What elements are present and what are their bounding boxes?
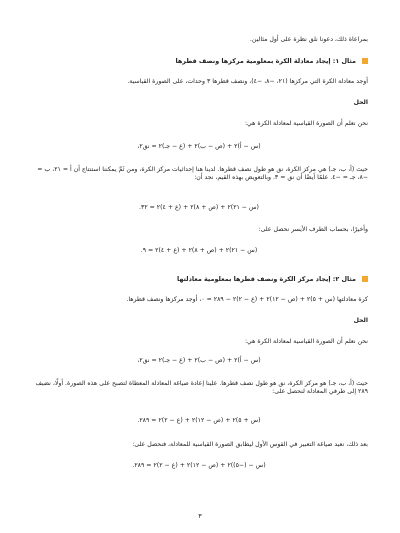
- example1-equation3: (س − ٢١)٢ + (ص + ٨)٢ + (ع + ٤)٢ = ٩.: [140, 247, 258, 254]
- example2-heading: [30, 275, 368, 283]
- example1-title: مثال ١: إيجاد معادلة الكرة بمعلومية مركزها ونصف قطرها: [175, 57, 356, 65]
- example2-equation3: (س − (−٥))٢ + (ص − ١٢)٢ + (ع − ٢)٢ = ٢٨٩.: [132, 462, 266, 469]
- intro-text: بمراعاة ذلك، دعونا نلق نظرة على أول مثالين.: [249, 36, 368, 43]
- example1-step2: حيث (أ، ب، جـ) هي مركز الكرة، نق هو طول نصف قطرها. لدينا هنا إحداثيات مركز الكرة، ومن ثَمَّ يمكننا استنتاج أن أ = ٢١، ب = −٨، جـ = −٤. علمًا أيضًا أن نق = ٣. وبالتعويض بهذه القيم، نجد أن:: [37, 166, 368, 182]
- example2-step3: بعد ذلك، نعيد صياغة التعبير في القوس الأول ليطابق الصورة القياسية للمعادلة، فنحصل على:: [132, 441, 368, 448]
- example1-solution-heading: الحل: [353, 99, 368, 106]
- example1-step3: وأخيرًا، بحساب الطرف الأيسر نحصل على:: [258, 226, 368, 233]
- example2-equation2: (س + ٥)٢ + (ص − ١٢)٢ + (ع − ٢)٢ = ٢٨٩.: [137, 417, 261, 424]
- example1-question: أوجد معادلة الكرة التي مركزها (٢١، −٨، −٤)، ونصف قطرها ٣ وحدات، على الصورة القياسية.: [127, 78, 368, 85]
- example-marker-icon: [362, 58, 368, 64]
- example1-heading: [30, 57, 368, 65]
- example2-step1: نحن نعلم أن الصورة القياسية لمعادلة الكرة هي:: [244, 338, 368, 345]
- example1-equation2: (س − ٢١)٢ + (ص + ٨)٢ + (ع + ٤)٢ = ٣٢.: [139, 204, 259, 211]
- example2-question: كرة معادلتها (س + ٥)٢ + (ص − ١٢)٢ + (ع − ٢)٢ − ٢٨٩ = ٠، أوجد مركزها ونصف قطرها.: [126, 296, 368, 303]
- example1-equation1: (س − أ)٢ + (ص − ب)٢ + (ع − جـ)٢ = نق٢،: [137, 143, 261, 150]
- example2-solution-heading: الحل: [353, 317, 368, 324]
- example2-step2: حيث (أ، ب، جـ) هو مركز الكرة، نق هو طول نصف قطرها. علينا إعادة صياغة المعادلة المعطاة لتصبح على هذه الصورة. أولًا، نضيف ٢٨٩ إلى طرفي المعادلة لنحصل على:: [35, 380, 368, 396]
- example-marker-icon: [362, 276, 368, 282]
- page-number: ٣: [198, 512, 202, 520]
- example2-title: مثال ٢: إيجاد مركز الكرة ونصف قطرها بمعلومية معادلتها: [176, 275, 356, 283]
- example1-step1: نحن نعلم أن الصورة القياسية لمعادلة الكرة هي:: [244, 120, 368, 127]
- example2-equation1: (س − أ)٢ + (ص − ب)٢ + (ع − جـ)٢ = نق٢،: [137, 357, 261, 364]
